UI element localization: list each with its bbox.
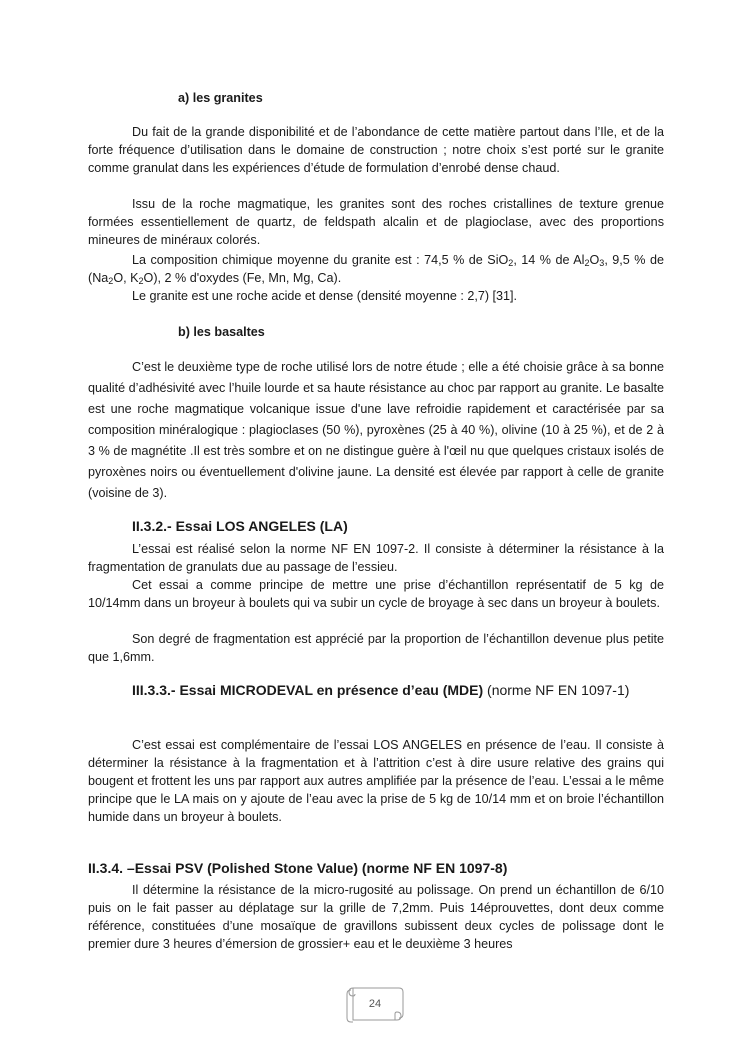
- mde-paragraph: C’est essai est complémentaire de l’essai LOS ANGELES en présence de l’eau. Il consiste à déterminer la résistance à la fragmentation et à l’attrition c’est à dire usure relative des grains qui bougent et frottent les uns par rapport aux autres amplifiée par la présence de l’eau. L’essai a le même principe que le LA mais on y ajoute de l’eau avec la prise de 5 kg de 10/14 mm et on broie l’échantillon humide dans un broyeur à boulets.: [88, 738, 664, 824]
- basaltes-paragraph: C’est le deuxième type de roche utilisé lors de notre étude ; elle a été choisie grâce à sa bonne qualité d’adhésivité avec l’huile lourde et sa haute résistance au choc par rapport au granite. Le basalte est une roche magmatique volcanique issue d'une lave refroidie rapidement et caractérisée par sa composition minéralogique : plagioclases (50 %), pyroxènes (25 à 40 %), olivine (10 à 25 %), et de 2 à 3 % de magnétite .Il est très sombre et on ne distingue guère à l'œil nu que quelques cristaux isolés de pyroxènes noirs ou éventuellement d'olivine jaune. La densité est élevée par rapport à celle de granite (voisine de 3).: [88, 360, 664, 500]
- heading-basaltes: b) les basaltes: [178, 325, 265, 339]
- granites-paragraph-4: Le granite est une roche acide et dense (densité moyenne : 2,7) [31].: [132, 289, 518, 303]
- la-paragraph-1: L’essai est réalisé selon la norme NF EN 1097-2. Il consiste à déterminer la résistance à la fragmentation de granulats due au passage de l’essieu.: [88, 542, 664, 574]
- granites-paragraph-2: Issu de la roche magmatique, les granites sont des roches cristallines de texture grenue formées essentiellement de quartz, de feldspath alcalin et de plagioclase, avec des proportions mineures de minéraux colorés.: [88, 197, 664, 247]
- la-paragraph-2: Cet essai a comme principe de mettre une prise d’échantillon représentatif de 5 kg de 10/14mm dans un broyeur à boulets qui va subir un cycle de broyage à sec dans un broyeur à boulets.: [88, 578, 664, 610]
- granites-paragraph-3: La composition chimique moyenne du granite est : 74,5 % de SiO$_2$, 14 % de $Al_2O_3$, 9,5 % de ($Na_2O$, $K_2O$), 2 % d'oxydes (Fe, Mn, Mg, Ca).: [88, 253, 664, 286]
- la-paragraph-3: Son degré de fragmentation est apprécié par la proportion de l’échantillon devenue plus petite que 1,6mm.: [88, 632, 664, 664]
- page-number: 24: [368, 998, 382, 1010]
- heading-microdeval: III.3.3.- Essai MICRODEVAL en présence d’eau (MDE) (norme NF EN 1097-1): [132, 682, 630, 698]
- heading-granites: a) les granites: [178, 91, 263, 105]
- granites-paragraph-1: Du fait de la grande disponibilité et de l’abondance de cette matière partout dans l’Ile, et de la forte fréquence d’utilisation dans le domaine de construction ; notre choix s’est porté sur le granite comme granulat dans les expériences d’étude de formulation d’enrobé dense chaud.: [88, 125, 664, 175]
- heading-los-angeles: II.3.2.- Essai LOS ANGELES (LA): [132, 518, 348, 534]
- psv-paragraph: Il détermine la résistance de la micro-rugosité au polissage. On prend un échantillon de 6/10 puis on le fait passer au déplatage sur la grille de 7,2mm. Puis 14éprouvettes, dont deux comme référence, constituées d’une mosaïque de gravillons subissent deux cycles de polissage dont le premier dure 3 heures d’émersion de grossier+ eau et le deuxième 3 heures: [88, 883, 664, 951]
- heading-psv: II.3.4. –Essai PSV (Polished Stone Value) (norme NF EN 1097-8): [88, 860, 508, 876]
